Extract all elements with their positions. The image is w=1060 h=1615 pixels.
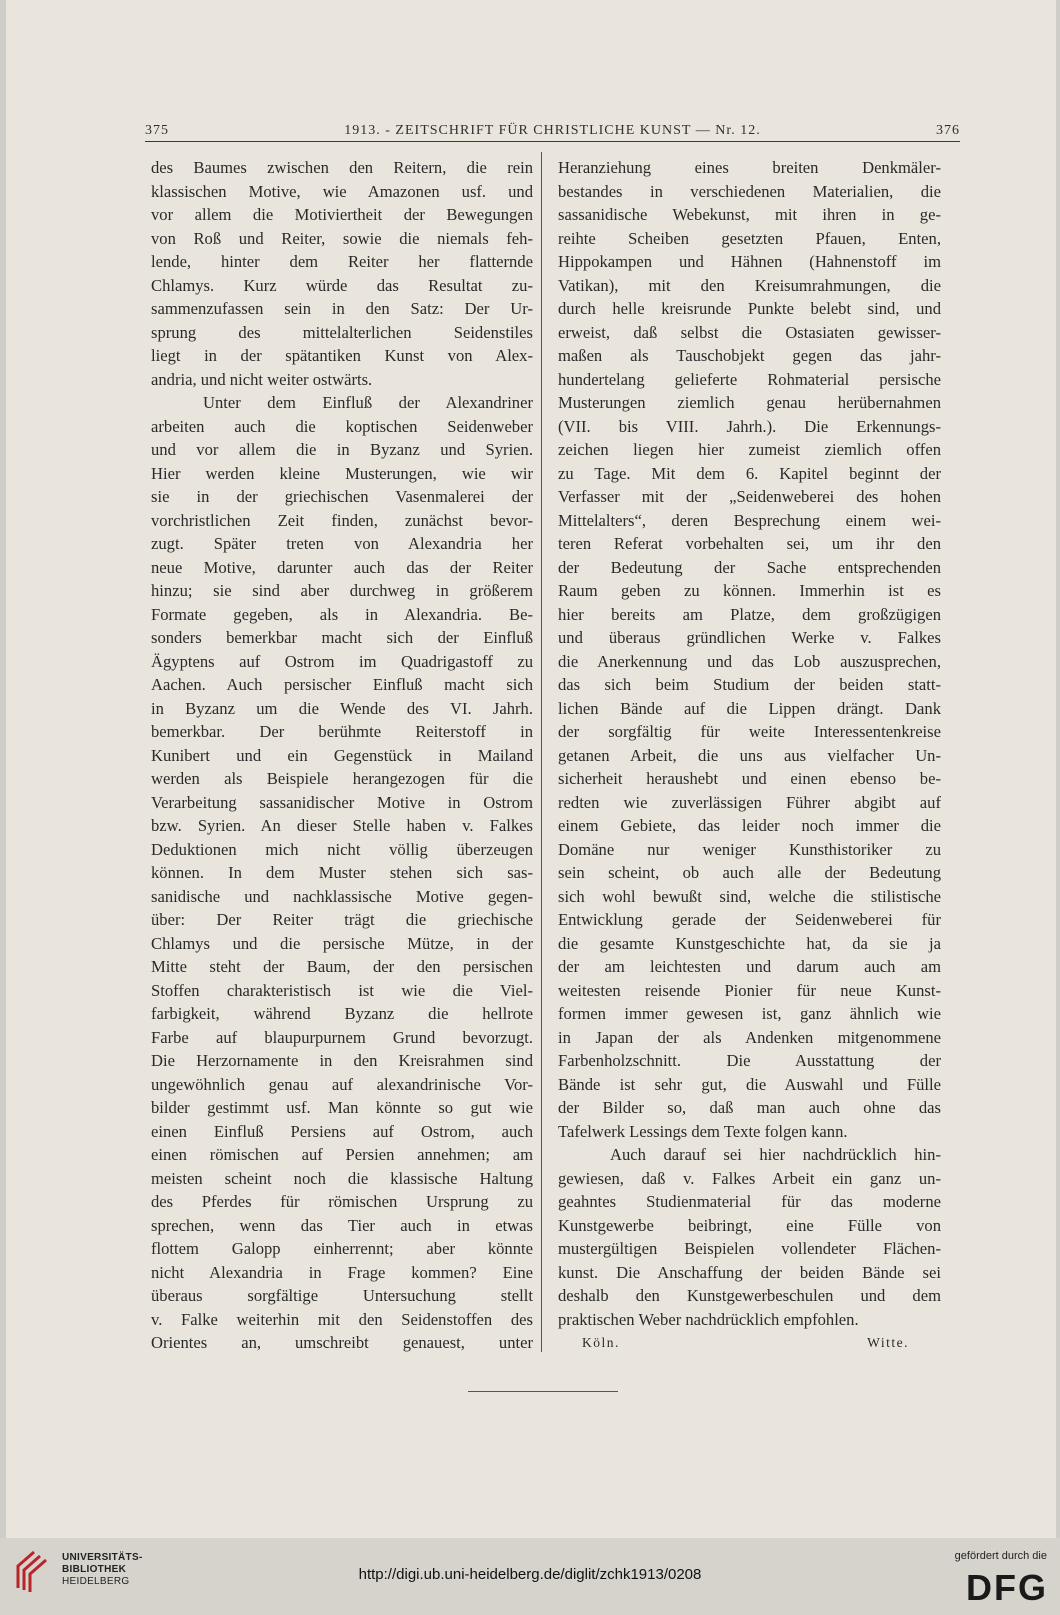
right-text-line: (VII. bis VIII. Jahrh.). Die Erkennungs- [558, 416, 941, 436]
left-text-line: Mitte steht der Baum, der den persischen [151, 957, 533, 976]
left-text-line: sonders bemerkbar macht sich der Einfluß [151, 628, 533, 647]
left-text-line: Orientes an, umschreibt genauest, unter [151, 1333, 533, 1352]
left-text-line: einen römischen auf Persien annehmen; am [151, 1145, 533, 1164]
left-text-line: andria, und nicht weiter ostwärts. [151, 369, 373, 389]
right-text-line: sich wohl bewußt sind, welche die stilistische [558, 886, 941, 906]
right-text-line: geahntes Studienmaterial für das moderne [558, 1192, 941, 1211]
left-text-line: Aachen. Auch persischer Einfluß macht sich [151, 675, 533, 694]
permalink-url[interactable]: http://digi.ub.uni-heidelberg.de/diglit/zchk1913/0208 [358, 1566, 702, 1583]
right-text-line: deshalb den Kunstgewerbeschulen und dem [558, 1286, 941, 1305]
right-text-line: weitesten reisende Pionier für neue Kunst- [558, 980, 941, 1000]
right-text-line: teren Referat vorbehalten sei, um ihr den [558, 534, 941, 553]
right-text-line: die Anerkennung und das Lob auszusprechen, [558, 651, 941, 671]
left-text-line: Ägyptens auf Ostrom im Quadrigastoff zu [151, 651, 533, 671]
left-text-line: neue Motive, darunter auch das der Reiter [151, 557, 533, 577]
right-text-line: Musterungen ziemlich genau herübernahmen [558, 393, 941, 412]
funding-caption: gefördert durch die [954, 1550, 1047, 1562]
left-text-line: bilder gestimmt usf. Man könnte so gut wie [151, 1098, 533, 1117]
right-text-line: das sich beim Studium der beiden statt- [558, 675, 941, 694]
left-text-line: v. Falke weiterhin mit den Seidenstoffen des [151, 1309, 533, 1329]
left-text-line: sie in der griechischen Vasenmalerei der [151, 487, 533, 506]
left-text-line: sammenzufassen sein in den Satz: Der Ur- [151, 299, 533, 318]
right-text-line: die gesamte Kunstgeschichte hat, da sie ja [558, 933, 941, 953]
left-text-line: werden als Beispiele herangezogen für die [151, 769, 533, 788]
right-text-line: Mittelalters“, deren Besprechung einem wei- [558, 510, 941, 530]
header-rule [145, 141, 960, 142]
left-text-line: Chlamys. Kurz würde das Resultat zu- [151, 275, 533, 295]
left-text-line: liegt in der spätantiken Kunst von Alex- [151, 346, 533, 365]
left-text-line: flottem Galopp einherrennt; aber könnte [151, 1239, 533, 1258]
right-text-line: formen immer gewesen ist, ganz ähnlich wie [558, 1004, 941, 1023]
right-text-line: Kunstgewerbe beibringt, eine Fülle von [558, 1215, 941, 1235]
right-text-line: der Bedeutung der Sache entsprechenden [558, 557, 941, 577]
right-text-line: redten wie zuverlässigen Führer abgibt auf [558, 792, 941, 812]
right-text-line: kunst. Die Anschaffung der beiden Bände sei [558, 1262, 941, 1282]
signature [558, 1331, 941, 1355]
left-text-line: meisten scheint noch die klassische Haltung [151, 1168, 533, 1188]
left-text-line: Die Herzornamente in den Kreisrahmen sind [151, 1051, 533, 1070]
left-text-line: in Byzanz um die Wende des VI. Jahrh. [151, 698, 533, 718]
right-text-line: Bände ist sehr gut, die Auswahl und Fülle [558, 1074, 941, 1094]
left-text-line: sprechen, wenn das Tier auch in etwas [151, 1215, 533, 1235]
left-text-line: Chlamys und die persische Mütze, in der [151, 933, 533, 953]
left-text-line: des Pferdes für römischen Ursprung zu [151, 1192, 533, 1211]
library-name: UNIVERSITÄTS- BIBLIOTHEK HEIDELBERG [62, 1552, 143, 1587]
right-text-line: erweist, daß selbst die Ostasiaten gewisser- [558, 322, 941, 342]
right-text-line: in Japan der als Andenken mitgenommene [558, 1027, 941, 1047]
right-text-line: der Bilder so, daß man auch ohne das [558, 1098, 941, 1117]
left-text-line: nicht Alexandria in Frage kommen? Eine [151, 1262, 533, 1282]
left-text-line: vor allem die Motiviertheit der Bewegungen [151, 205, 533, 224]
page-number-right: 376 [936, 123, 960, 138]
right-text-line: Entwicklung gerade der Seidenweberei für [558, 910, 941, 929]
left-text-line: Formate gegeben, als in Alexandria. Be- [151, 604, 533, 624]
right-text-line: zeichen liegen hier zumeist ziemlich offen [558, 440, 941, 459]
left-text-line: Verarbeitung sassanidischer Motive in Ostrom [151, 792, 533, 812]
right-text-line: hier bereits am Platze, dem großzügigen [558, 604, 941, 624]
left-text-line: einen Einfluß Persiens auf Ostrom, auch [151, 1121, 533, 1141]
right-text-line: der sorgfältig für weite Interessentenkreise [558, 722, 941, 741]
right-text-line: praktischen Weber nachdrücklich empfohlen. [558, 1309, 859, 1329]
running-head [145, 123, 960, 143]
left-text-line: sanidische und nachklassische Motive gegen- [151, 886, 533, 906]
left-text-line: bemerkbar. Der berühmte Reiterstoff in [151, 722, 533, 741]
left-text-line: Farbe auf blaupurpurnem Grund bevorzugt. [151, 1027, 533, 1047]
right-text-line: bestandes in verschiedenen Materialien, die [558, 181, 941, 201]
left-text-line: überaus sorgfältige Untersuchung stellt [151, 1286, 533, 1305]
right-text-line: Verfasser mit der „Seidenweberei des hohen [558, 487, 941, 506]
left-text-line: können. In dem Muster stehen sich sas- [151, 863, 533, 882]
left-text-line: zugt. Später treten von Alexandria her [151, 534, 533, 553]
left-text-line: farbigkeit, während Byzanz die hellrote [151, 1004, 533, 1023]
right-text-line: Auch darauf sei hier nachdrücklich hin- [610, 1145, 941, 1164]
right-text-line: reihte Scheiben gesetzten Pfauen, Enten, [558, 228, 941, 248]
left-text-line: vorchristlichen Zeit finden, zunächst bevor- [151, 510, 533, 530]
left-text-line: bzw. Syrien. An dieser Stelle haben v. Falkes [151, 816, 533, 835]
right-text-line: maßen als Tauschobjekt gegen das jahr- [558, 346, 941, 365]
left-text-line: sprung des mittelalterlichen Seidenstiles [151, 322, 533, 342]
left-text-line: Kunibert und ein Gegenstück in Mailand [151, 745, 533, 765]
dfg-logo: DFG [966, 1567, 1048, 1608]
right-text-line: durch helle kreisrunde Punkte belebt sind, und [558, 299, 941, 318]
right-text-line: gewiesen, daß v. Falkes Arbeit ein ganz un- [558, 1168, 941, 1188]
left-text-line: klassischen Motive, wie Amazonen usf. und [151, 181, 533, 201]
left-text-line: über: Der Reiter trägt die griechische [151, 910, 533, 929]
page-number-left: 375 [145, 123, 169, 138]
digitization-footer [0, 1538, 1060, 1615]
article-end-rule [468, 1391, 618, 1392]
right-text-line: sassanidische Webekunst, mit ihren in ge- [558, 205, 941, 224]
left-text-line: und vor allem die in Byzanz und Syrien. [151, 440, 533, 459]
left-text-line: Stoffen charakteristisch ist wie die Viel- [151, 980, 533, 1000]
right-text-line: der am leichtesten und darum auch am [558, 957, 941, 976]
left-text-line: ungewöhnlich genau auf alexandrinische Vor- [151, 1074, 533, 1094]
right-text-line: sein scheint, ob auch alle der Bedeutung [558, 863, 941, 882]
journal-title: 1913. - ZEITSCHRIFT FÜR CHRISTLICHE KUNST — Nr. 12. [344, 123, 761, 138]
right-text-line: Heranziehung eines breiten Denkmäler- [558, 158, 941, 177]
right-text-line: sicherheit heraushebt und einen ebenso be- [558, 769, 941, 788]
column-divider [541, 152, 542, 1352]
right-column [558, 156, 941, 1355]
right-text-line: mustergültigen Beispielen vollendeter Flächen- [558, 1239, 941, 1258]
right-text-line: Domäne nur weniger Kunsthistoriker zu [558, 839, 941, 859]
right-text-line: Raum geben zu können. Immerhin ist es [558, 581, 941, 600]
left-text-line: Deduktionen mich nicht völlig überzeugen [151, 839, 533, 859]
left-text-line: Hier werden kleine Musterungen, wie wir [151, 463, 533, 483]
left-column [151, 156, 533, 1355]
left-text-line: von Roß und Reiter, sowie die niemals feh- [151, 228, 533, 248]
signature-place: Köln. [582, 1335, 620, 1350]
right-text-line: Vatikan), mit den Kreisumrahmungen, die [558, 275, 941, 295]
right-text-line: hundertelang gelieferte Rohmaterial persische [558, 369, 941, 389]
right-text-line: Farbenholzschnitt. Die Ausstattung der [558, 1051, 941, 1070]
right-text-line: Tafelwerk Lessings dem Texte folgen kann. [558, 1121, 848, 1141]
left-text-line: lende, hinter dem Reiter her flatternde [151, 252, 533, 271]
right-text-line: getanen Arbeit, die uns aus vielfacher Un- [558, 745, 941, 765]
left-text-line: hinzu; sie sind aber durchweg in größerem [151, 581, 533, 600]
right-text-line: lichen Bände auf die Lippen drängt. Dank [558, 698, 941, 718]
left-text-line: des Baumes zwischen den Reitern, die rein [151, 158, 533, 177]
left-text-line: arbeiten auch die koptischen Seidenweber [151, 416, 533, 436]
right-text-line: und überaus gründlichen Werke v. Falkes [558, 628, 941, 647]
right-text-line: Hippokampen und Hähnen (Hahnenstoff im [558, 252, 941, 271]
left-text-line: Unter dem Einfluß der Alexandriner [203, 393, 533, 412]
signature-author: Witte. [867, 1335, 909, 1350]
right-text-line: einem Gebiete, das leider noch immer die [558, 816, 941, 835]
right-text-line: zu Tage. Mit dem 6. Kapitel beginnt der [558, 463, 941, 483]
